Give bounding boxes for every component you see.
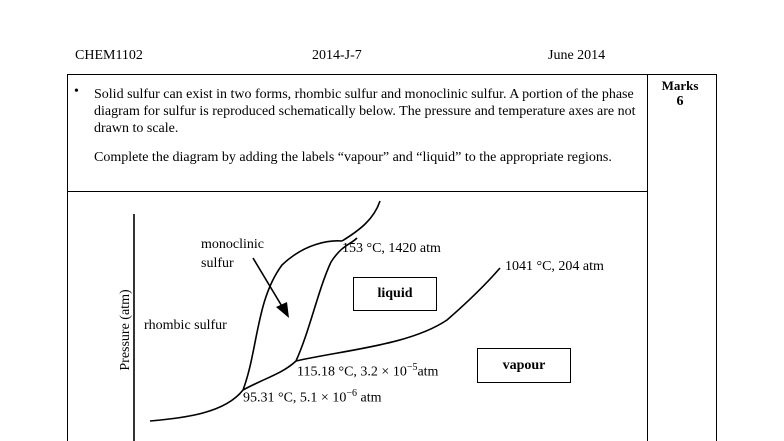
label-point-115-main: 115.18 °C, 3.2 × 10 bbox=[297, 364, 407, 380]
label-point-153: 153 °C, 1420 atm bbox=[342, 241, 441, 256]
rhombic-vapour-curve bbox=[150, 390, 243, 421]
label-point-95-exp: −6 bbox=[346, 388, 357, 399]
marks-heading: Marks bbox=[661, 78, 699, 93]
monoclinic-arrow-line bbox=[253, 258, 283, 308]
question-code: 2014-J-7 bbox=[312, 48, 362, 63]
label-sulfur: sulfur bbox=[201, 256, 234, 271]
monoclinic-vapour-curve bbox=[243, 361, 296, 390]
rhombic-liquid-curve bbox=[342, 201, 380, 241]
course-code: CHEM1102 bbox=[75, 48, 143, 63]
question-paragraph: Solid sulfur can exist in two forms, rhombic sulfur and monoclinic sulfur. A portion of the phase diagram for sulfur is reproduced schematically below. The pressure and temperature axes are not drawn to scale. bbox=[94, 87, 636, 136]
label-point-115-unit: atm bbox=[417, 364, 439, 380]
exam-date: June 2014 bbox=[548, 48, 606, 63]
label-point-115 bbox=[297, 362, 438, 381]
label-monoclinic: monoclinic bbox=[201, 237, 264, 252]
bullet-point: • bbox=[74, 84, 79, 99]
arrow-head-icon bbox=[276, 302, 289, 318]
marks-value: 6 bbox=[676, 94, 684, 109]
label-point-95-main: 95.31 °C, 5.1 × 10 bbox=[243, 390, 347, 406]
label-point-1041: 1041 °C, 204 atm bbox=[505, 259, 604, 274]
label-rhombic-sulfur: rhombic sulfur bbox=[144, 318, 227, 333]
label-point-95-unit: atm bbox=[356, 390, 382, 406]
instruction-paragraph: Complete the diagram by adding the labels “vapour” and “liquid” to the appropriate regions. bbox=[94, 150, 612, 165]
liquid-answer-box: liquid bbox=[353, 277, 437, 311]
y-axis-label: Pressure (atm) bbox=[118, 289, 133, 371]
vapour-answer-box: vapour bbox=[477, 348, 571, 383]
label-point-95 bbox=[243, 388, 381, 407]
label-point-115-exp: −5 bbox=[406, 362, 418, 373]
